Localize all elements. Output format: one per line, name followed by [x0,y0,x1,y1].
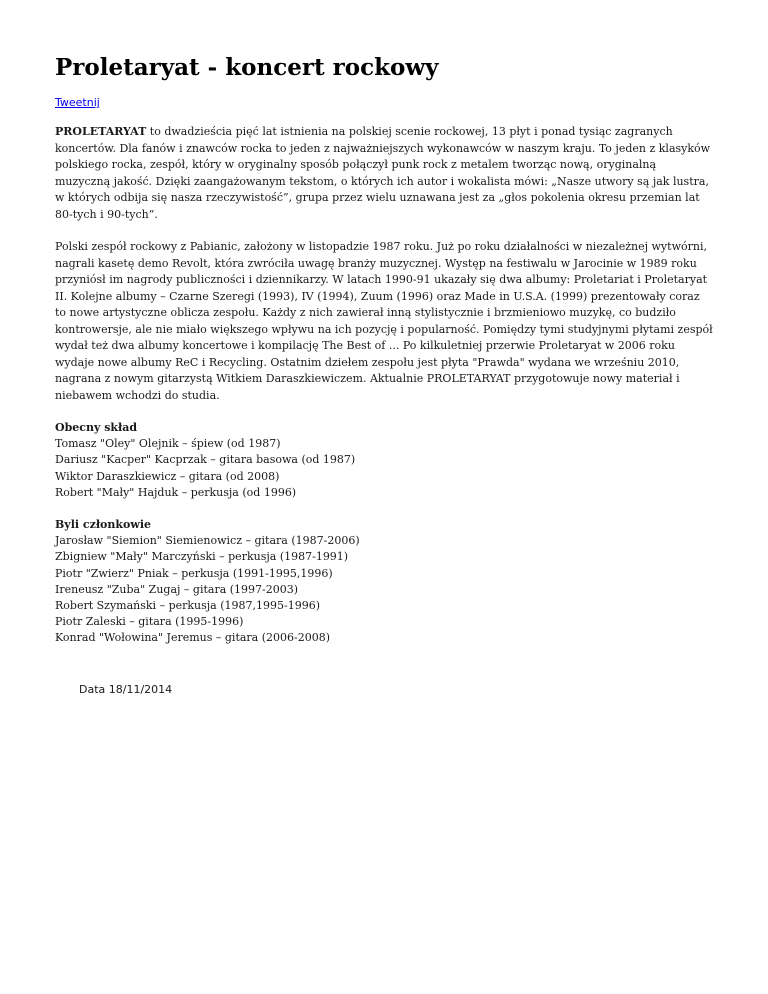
band-name: PROLETARYAT [55,125,147,138]
list-item: Ireneusz "Zuba" Zugaj – gitara (1997-2003) [55,582,299,596]
former-members-section [55,517,713,647]
list-item: Dariusz "Kacper" Kacprzak – gitara basowa (od 1987) [55,453,356,467]
list-item: Piotr "Zwierz" Pniak – perkusja (1991-1995,1996) [55,566,333,580]
page-title: Proletaryat - koncert rockowy [55,54,439,81]
current-lineup-section [55,420,713,501]
tweet-link[interactable]: Tweetnij [55,96,100,109]
former-members-title: Byli członkowie [55,518,151,532]
list-item: Piotr Zaleski – gitara (1995-1996) [55,615,244,629]
list-item: Robert Szymański – perkusja (1987,1995-1996) [55,599,321,613]
current-lineup-title: Obecny skład [55,421,138,434]
history-paragraph: Polski zespół rockowy z Pabianic, założony w listopadzie 1987 roku. Już po roku działalności w niezależnej wytwórni, nagrali kasetę demo Revolt, która zwróciła uwagę branży muzycznej. Występ na festiwalu w Jarocinie w 1989 roku przyniósł im nagrody publiczności i dziennikarzy. W latach 1990-91 ukazały się dwa albumy: Proletariat i Proletaryat II. Kolejne albumy – Czarne Szeregi (1993), IV (1994), Zuum (1996) oraz Made in U.S.A. (1999) prezentowały coraz to nowe artystyczne oblicza zespołu. Każdy z nich zawierał inną stylistycznie i brzmieniowo muzykę, co budziło kontrowersje, ale nie miało większego wpływu na ich pozycję i popularność. Pomiędzy tymi studyjnymi płytami zespół wydał też dwa albumy koncertowe i kompilację The Best of ... Po kilkuletniej przerwie Proletaryat w 2006 roku wydaje nowe albumy ReC i Recycling. Ostatnim dziełem zespołu jest płyta "Prawda" wydana we wrześniu 2010, nagrana z nowym gitarzystą Witkiem Daraszkiewiczem. Aktualnie PROLETARYAT przygotowuje nowy materiał i niebawem wchodzi do studia. [55,240,713,402]
share-bar [55,96,713,110]
list-item: Jarosław "Siemion" Siemienowicz – gitara (1987-2006) [55,534,360,548]
intro-paragraph [55,124,713,223]
list-item: Konrad "Wołowina" Jeremus – gitara (2006-2008) [55,631,331,645]
list-item: Tomasz "Oley" Olejnik – śpiew (od 1987) [55,437,281,451]
list-item: Robert "Mały" Hajduk – perkusja (od 1996) [55,485,297,499]
intro-text: to dwadzieścia pięć lat istnienia na polskiej scenie rockowej, 13 płyt i ponad tysiąc zagranych koncertów. Dla fanów i znawców rocka to jeden z najważniejszych wykonawców w naszym kraju. To jeden z klasyków polskiego rocka, zespół, który w oryginalny sposób połączył punk rock z metalem tworząc nową, oryginalną muzyczną jakość. Dzięki zaangażowanym tekstom, o których ich autor i wokalista mówi: „Nasze utwory są jak lustra, w których odbija się nasza rzeczywistość”, grupa przez wielu uznawana jest za „głos pokolenia okresu przemian lat 80-tych i 90-tych”. [55,125,711,221]
list-item: Wiktor Daraszkiewicz – gitara (od 2008) [55,469,280,483]
list-item: Zbigniew "Mały" Marczyński – perkusja (1987-1991) [55,550,349,564]
publication-date: Data 18/11/2014 [79,682,173,696]
